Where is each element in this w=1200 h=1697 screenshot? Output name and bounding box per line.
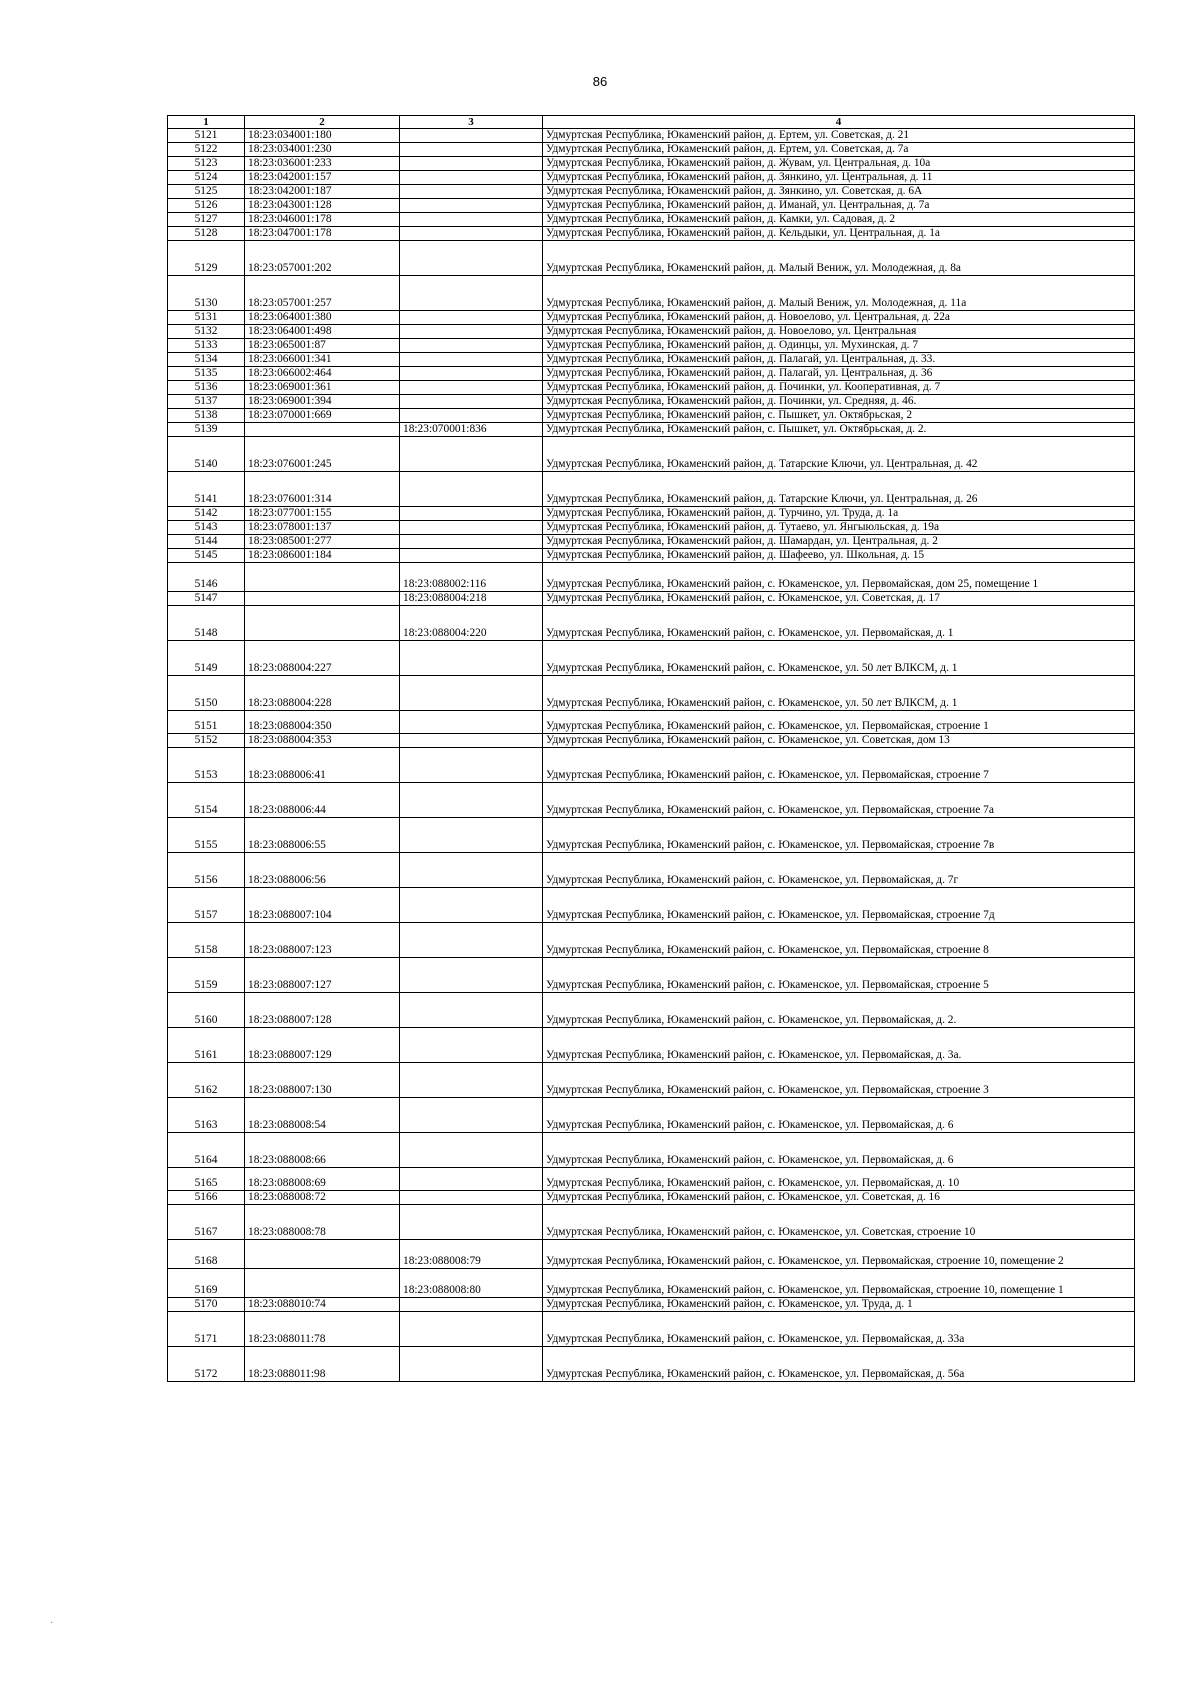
table-row xyxy=(168,711,1135,734)
row-number-cell: 5165 xyxy=(168,1168,245,1191)
cadastral-number-cell: 18:23:064001:498 xyxy=(245,325,400,339)
row-number-cell: 5143 xyxy=(168,521,245,535)
cadastral-number-cell: 18:23:088007:130 xyxy=(245,1063,400,1098)
premises-cadastral-number-cell xyxy=(400,853,543,888)
address-cell: Удмуртская Республика, Юкаменский район, д. Починки, ул. Кооперативная, д. 7 xyxy=(543,381,1135,395)
table-row xyxy=(168,748,1135,783)
address-cell: Удмуртская Республика, Юкаменский район, д. Одинцы, ул. Мухинская, д. 7 xyxy=(543,339,1135,353)
address-cell: Удмуртская Республика, Юкаменский район, с. Юкаменское, ул. Первомайская, д. 3а. xyxy=(543,1028,1135,1063)
table-row xyxy=(168,783,1135,818)
address-cell: Удмуртская Республика, Юкаменский район, с. Юкаменское, ул. Первомайская, строение 3 xyxy=(543,1063,1135,1098)
page-number: 86 xyxy=(592,74,608,89)
premises-cadastral-number-cell xyxy=(400,185,543,199)
table-row xyxy=(168,958,1135,993)
header-row xyxy=(168,116,1135,129)
address-cell: Удмуртская Республика, Юкаменский район, с. Юкаменское, ул. Первомайская, д. 6 xyxy=(543,1133,1135,1168)
premises-cadastral-number-cell xyxy=(400,549,543,563)
column-header-1: 1 xyxy=(168,116,245,129)
row-number-cell: 5152 xyxy=(168,734,245,748)
address-cell: Удмуртская Республика, Юкаменский район, д. Малый Вениж, ул. Молодежная, д. 11а xyxy=(543,276,1135,311)
table-row xyxy=(168,339,1135,353)
table-row xyxy=(168,853,1135,888)
premises-cadastral-number-cell xyxy=(400,1133,543,1168)
row-number-cell: 5172 xyxy=(168,1347,245,1382)
cadastral-number-cell xyxy=(245,606,400,641)
table-row xyxy=(168,1269,1135,1298)
cadastral-number-cell: 18:23:069001:394 xyxy=(245,395,400,409)
premises-cadastral-number-cell xyxy=(400,353,543,367)
premises-cadastral-number-cell xyxy=(400,1028,543,1063)
cadastral-number-cell xyxy=(245,423,400,437)
row-number-cell: 5141 xyxy=(168,472,245,507)
premises-cadastral-number-cell: 18:23:088004:218 xyxy=(400,592,543,606)
cadastral-number-cell: 18:23:085001:277 xyxy=(245,535,400,549)
row-number-cell: 5127 xyxy=(168,213,245,227)
cadastral-number-cell: 18:23:042001:187 xyxy=(245,185,400,199)
address-cell: Удмуртская Республика, Юкаменский район, д. Шамардан, ул. Центральная, д. 2 xyxy=(543,535,1135,549)
premises-cadastral-number-cell xyxy=(400,888,543,923)
cadastral-number-cell: 18:23:088004:228 xyxy=(245,676,400,711)
address-cell: Удмуртская Республика, Юкаменский район, с. Юкаменское, ул. Первомайская, строение 7а xyxy=(543,783,1135,818)
table-row xyxy=(168,1240,1135,1269)
table-row xyxy=(168,276,1135,311)
cadastral-number-cell: 18:23:076001:245 xyxy=(245,437,400,472)
address-cell: Удмуртская Республика, Юкаменский район, с. Юкаменское, ул. Советская, д. 17 xyxy=(543,592,1135,606)
premises-cadastral-number-cell xyxy=(400,1205,543,1240)
address-cell: Удмуртская Республика, Юкаменский район, с. Юкаменское, ул. Первомайская, дом 25, помещение 1 xyxy=(543,563,1135,592)
address-cell: Удмуртская Республика, Юкаменский район, д. Новоелово, ул. Центральная xyxy=(543,325,1135,339)
premises-cadastral-number-cell xyxy=(400,818,543,853)
address-cell: Удмуртская Республика, Юкаменский район, д. Ертем, ул. Советская, д. 7а xyxy=(543,143,1135,157)
address-cell: Удмуртская Республика, Юкаменский район, с. Юкаменское, ул. Первомайская, д. 7г xyxy=(543,853,1135,888)
table-row xyxy=(168,129,1135,143)
address-cell: Удмуртская Республика, Юкаменский район, с. Юкаменское, ул. Первомайская, строение 1 xyxy=(543,711,1135,734)
row-number-cell: 5155 xyxy=(168,818,245,853)
cadastral-number-cell: 18:23:034001:230 xyxy=(245,143,400,157)
premises-cadastral-number-cell: 18:23:088008:79 xyxy=(400,1240,543,1269)
row-number-cell: 5132 xyxy=(168,325,245,339)
cadastral-number-cell: 18:23:088006:44 xyxy=(245,783,400,818)
premises-cadastral-number-cell xyxy=(400,143,543,157)
row-number-cell: 5147 xyxy=(168,592,245,606)
premises-cadastral-number-cell xyxy=(400,748,543,783)
table-row xyxy=(168,227,1135,241)
premises-cadastral-number-cell xyxy=(400,367,543,381)
premises-cadastral-number-cell xyxy=(400,993,543,1028)
address-cell: Удмуртская Республика, Юкаменский район, д. Починки, ул. Средняя, д. 46. xyxy=(543,395,1135,409)
premises-cadastral-number-cell xyxy=(400,734,543,748)
cadastral-number-cell: 18:23:086001:184 xyxy=(245,549,400,563)
address-cell: Удмуртская Республика, Юкаменский район, д. Палагай, ул. Центральная, д. 33. xyxy=(543,353,1135,367)
table-row xyxy=(168,213,1135,227)
row-number-cell: 5131 xyxy=(168,311,245,325)
address-cell: Удмуртская Республика, Юкаменский район, д. Палагай, ул. Центральная, д. 36 xyxy=(543,367,1135,381)
address-cell: Удмуртская Республика, Юкаменский район, с. Юкаменское, ул. Первомайская, строение 7д xyxy=(543,888,1135,923)
cadastral-number-cell: 18:23:088011:98 xyxy=(245,1347,400,1382)
premises-cadastral-number-cell xyxy=(400,325,543,339)
cadastral-number-cell: 18:23:076001:314 xyxy=(245,472,400,507)
address-cell: Удмуртская Республика, Юкаменский район, д. Зянкино, ул. Советская, д. 6А xyxy=(543,185,1135,199)
row-number-cell: 5145 xyxy=(168,549,245,563)
premises-cadastral-number-cell: 18:23:070001:836 xyxy=(400,423,543,437)
address-cell: Удмуртская Республика, Юкаменский район, д. Новоелово, ул. Центральная, д. 22а xyxy=(543,311,1135,325)
row-number-cell: 5121 xyxy=(168,129,245,143)
scan-mark: · xyxy=(50,1618,54,1629)
premises-cadastral-number-cell xyxy=(400,1168,543,1191)
table-row xyxy=(168,143,1135,157)
cadastral-number-cell: 18:23:065001:87 xyxy=(245,339,400,353)
address-cell: Удмуртская Республика, Юкаменский район, с. Юкаменское, ул. Первомайская, д. 6 xyxy=(543,1098,1135,1133)
address-cell: Удмуртская Республика, Юкаменский район, с. Юкаменское, ул. Советская, д. 16 xyxy=(543,1191,1135,1205)
row-number-cell: 5164 xyxy=(168,1133,245,1168)
premises-cadastral-number-cell xyxy=(400,395,543,409)
table-row xyxy=(168,199,1135,213)
row-number-cell: 5142 xyxy=(168,507,245,521)
table-row xyxy=(168,381,1135,395)
address-cell: Удмуртская Республика, Юкаменский район, с. Юкаменское, ул. Первомайская, строение 10, помещение 1 xyxy=(543,1269,1135,1298)
premises-cadastral-number-cell xyxy=(400,1298,543,1312)
row-number-cell: 5137 xyxy=(168,395,245,409)
address-cell: Удмуртская Республика, Юкаменский район, д. Зянкино, ул. Центральная, д. 11 xyxy=(543,171,1135,185)
premises-cadastral-number-cell xyxy=(400,958,543,993)
cadastral-number-cell: 18:23:088011:78 xyxy=(245,1312,400,1347)
premises-cadastral-number-cell: 18:23:088002:116 xyxy=(400,563,543,592)
row-number-cell: 5154 xyxy=(168,783,245,818)
row-number-cell: 5122 xyxy=(168,143,245,157)
cadastral-number-cell xyxy=(245,592,400,606)
address-cell: Удмуртская Республика, Юкаменский район, д. Тутаево, ул. Янгыюльская, д. 19а xyxy=(543,521,1135,535)
address-cell: Удмуртская Республика, Юкаменский район, с. Юкаменское, ул. Первомайская, д. 2. xyxy=(543,993,1135,1028)
row-number-cell: 5126 xyxy=(168,199,245,213)
row-number-cell: 5159 xyxy=(168,958,245,993)
cadastral-number-cell: 18:23:046001:178 xyxy=(245,213,400,227)
premises-cadastral-number-cell xyxy=(400,171,543,185)
address-cell: Удмуртская Республика, Юкаменский район, д. Малый Вениж, ул. Молодежная, д. 8а xyxy=(543,241,1135,276)
address-cell: Удмуртская Республика, Юкаменский район, д. Татарские Ключи, ул. Центральная, д. 26 xyxy=(543,472,1135,507)
address-cell: Удмуртская Республика, Юкаменский район, д. Татарские Ключи, ул. Центральная, д. 42 xyxy=(543,437,1135,472)
table-row xyxy=(168,923,1135,958)
cadastral-number-cell: 18:23:047001:178 xyxy=(245,227,400,241)
table-row xyxy=(168,367,1135,381)
premises-cadastral-number-cell: 18:23:088008:80 xyxy=(400,1269,543,1298)
address-cell: Удмуртская Республика, Юкаменский район, д. Жувам, ул. Центральная, д. 10а xyxy=(543,157,1135,171)
address-cell: Удмуртская Республика, Юкаменский район, с. Юкаменское, ул. Труда, д. 1 xyxy=(543,1298,1135,1312)
premises-cadastral-number-cell xyxy=(400,227,543,241)
address-cell: Удмуртская Республика, Юкаменский район, д. Камки, ул. Садовая, д. 2 xyxy=(543,213,1135,227)
table-row xyxy=(168,507,1135,521)
cadastral-number-cell: 18:23:057001:202 xyxy=(245,241,400,276)
row-number-cell: 5139 xyxy=(168,423,245,437)
premises-cadastral-number-cell xyxy=(400,339,543,353)
row-number-cell: 5148 xyxy=(168,606,245,641)
row-number-cell: 5151 xyxy=(168,711,245,734)
row-number-cell: 5162 xyxy=(168,1063,245,1098)
row-number-cell: 5124 xyxy=(168,171,245,185)
cadastral-number-cell xyxy=(245,1240,400,1269)
row-number-cell: 5146 xyxy=(168,563,245,592)
address-cell: Удмуртская Республика, Юкаменский район, с. Пышкет, ул. Октябрьская, 2 xyxy=(543,409,1135,423)
cadastral-number-cell: 18:23:088008:54 xyxy=(245,1098,400,1133)
table-row xyxy=(168,1168,1135,1191)
cadastral-number-cell: 18:23:069001:361 xyxy=(245,381,400,395)
column-header-3: 3 xyxy=(400,116,543,129)
cadastral-number-cell: 18:23:088008:72 xyxy=(245,1191,400,1205)
table-row xyxy=(168,185,1135,199)
address-cell: Удмуртская Республика, Юкаменский район, с. Юкаменское, ул. Первомайская, строение 10, помещение 2 xyxy=(543,1240,1135,1269)
premises-cadastral-number-cell xyxy=(400,1098,543,1133)
row-number-cell: 5171 xyxy=(168,1312,245,1347)
cadastral-number-cell: 18:23:088006:56 xyxy=(245,853,400,888)
cadastral-number-cell: 18:23:077001:155 xyxy=(245,507,400,521)
table-row xyxy=(168,472,1135,507)
table-row xyxy=(168,549,1135,563)
cadastral-number-cell: 18:23:057001:257 xyxy=(245,276,400,311)
address-cell: Удмуртская Республика, Юкаменский район, с. Юкаменское, ул. Советская, строение 10 xyxy=(543,1205,1135,1240)
premises-cadastral-number-cell xyxy=(400,199,543,213)
row-number-cell: 5157 xyxy=(168,888,245,923)
table-row xyxy=(168,993,1135,1028)
table-row xyxy=(168,171,1135,185)
table-row xyxy=(168,437,1135,472)
row-number-cell: 5135 xyxy=(168,367,245,381)
premises-cadastral-number-cell: 18:23:088004:220 xyxy=(400,606,543,641)
address-cell: Удмуртская Республика, Юкаменский район, д. Кельдыки, ул. Центральная, д. 1а xyxy=(543,227,1135,241)
table-row xyxy=(168,592,1135,606)
premises-cadastral-number-cell xyxy=(400,409,543,423)
premises-cadastral-number-cell xyxy=(400,437,543,472)
address-cell: Удмуртская Республика, Юкаменский район, с. Юкаменское, ул. Первомайская, д. 1 xyxy=(543,606,1135,641)
row-number-cell: 5133 xyxy=(168,339,245,353)
cadastral-number-cell: 18:23:088008:66 xyxy=(245,1133,400,1168)
cadastral-number-cell: 18:23:070001:669 xyxy=(245,409,400,423)
row-number-cell: 5144 xyxy=(168,535,245,549)
cadastral-number-cell: 18:23:036001:233 xyxy=(245,157,400,171)
row-number-cell: 5129 xyxy=(168,241,245,276)
property-register-table xyxy=(167,115,1135,1382)
premises-cadastral-number-cell xyxy=(400,1063,543,1098)
cadastral-number-cell: 18:23:078001:137 xyxy=(245,521,400,535)
row-number-cell: 5168 xyxy=(168,1240,245,1269)
address-cell: Удмуртская Республика, Юкаменский район, с. Юкаменское, ул. Первомайская, д. 56а xyxy=(543,1347,1135,1382)
premises-cadastral-number-cell xyxy=(400,641,543,676)
table-row xyxy=(168,157,1135,171)
table-row xyxy=(168,1098,1135,1133)
table-row xyxy=(168,1298,1135,1312)
table-row xyxy=(168,1063,1135,1098)
row-number-cell: 5128 xyxy=(168,227,245,241)
address-cell: Удмуртская Республика, Юкаменский район, с. Юкаменское, ул. Первомайская, строение 8 xyxy=(543,923,1135,958)
row-number-cell: 5150 xyxy=(168,676,245,711)
table-row xyxy=(168,311,1135,325)
row-number-cell: 5163 xyxy=(168,1098,245,1133)
row-number-cell: 5136 xyxy=(168,381,245,395)
address-cell: Удмуртская Республика, Юкаменский район, с. Юкаменское, ул. Первомайская, строение 5 xyxy=(543,958,1135,993)
address-cell: Удмуртская Республика, Юкаменский район, с. Юкаменское, ул. 50 лет ВЛКСМ, д. 1 xyxy=(543,676,1135,711)
cadastral-number-cell: 18:23:088004:227 xyxy=(245,641,400,676)
row-number-cell: 5161 xyxy=(168,1028,245,1063)
cadastral-number-cell: 18:23:088007:104 xyxy=(245,888,400,923)
table-row xyxy=(168,1205,1135,1240)
table-row xyxy=(168,888,1135,923)
row-number-cell: 5156 xyxy=(168,853,245,888)
cadastral-number-cell: 18:23:088007:129 xyxy=(245,1028,400,1063)
table-row xyxy=(168,353,1135,367)
premises-cadastral-number-cell xyxy=(400,311,543,325)
table-row xyxy=(168,241,1135,276)
table-row xyxy=(168,1347,1135,1382)
column-header-2: 2 xyxy=(245,116,400,129)
table-row xyxy=(168,409,1135,423)
address-cell: Удмуртская Республика, Юкаменский район, с. Юкаменское, ул. Первомайская, строение 7 xyxy=(543,748,1135,783)
table-row xyxy=(168,1133,1135,1168)
premises-cadastral-number-cell xyxy=(400,521,543,535)
address-cell: Удмуртская Республика, Юкаменский район, с. Юкаменское, ул. Первомайская, д. 10 xyxy=(543,1168,1135,1191)
premises-cadastral-number-cell xyxy=(400,213,543,227)
row-number-cell: 5149 xyxy=(168,641,245,676)
cadastral-number-cell: 18:23:088007:128 xyxy=(245,993,400,1028)
cadastral-number-cell: 18:23:066001:341 xyxy=(245,353,400,367)
premises-cadastral-number-cell xyxy=(400,676,543,711)
cadastral-number-cell: 18:23:088006:55 xyxy=(245,818,400,853)
premises-cadastral-number-cell xyxy=(400,1191,543,1205)
cadastral-number-cell: 18:23:088006:41 xyxy=(245,748,400,783)
table-row xyxy=(168,641,1135,676)
row-number-cell: 5130 xyxy=(168,276,245,311)
row-number-cell: 5158 xyxy=(168,923,245,958)
cadastral-number-cell: 18:23:088008:69 xyxy=(245,1168,400,1191)
table-row xyxy=(168,563,1135,592)
premises-cadastral-number-cell xyxy=(400,535,543,549)
cadastral-number-cell xyxy=(245,563,400,592)
row-number-cell: 5125 xyxy=(168,185,245,199)
row-number-cell: 5167 xyxy=(168,1205,245,1240)
address-cell: Удмуртская Республика, Юкаменский район, с. Юкаменское, ул. Первомайская, строение 7в xyxy=(543,818,1135,853)
cadastral-number-cell: 18:23:088008:78 xyxy=(245,1205,400,1240)
cadastral-number-cell: 18:23:088004:350 xyxy=(245,711,400,734)
address-cell: Удмуртская Республика, Юкаменский район, с. Юкаменское, ул. 50 лет ВЛКСМ, д. 1 xyxy=(543,641,1135,676)
address-cell: Удмуртская Республика, Юкаменский район, д. Ертем, ул. Советская, д. 21 xyxy=(543,129,1135,143)
table-row xyxy=(168,325,1135,339)
table-row xyxy=(168,818,1135,853)
premises-cadastral-number-cell xyxy=(400,381,543,395)
premises-cadastral-number-cell xyxy=(400,1347,543,1382)
cadastral-number-cell: 18:23:064001:380 xyxy=(245,311,400,325)
table-row xyxy=(168,1312,1135,1347)
row-number-cell: 5134 xyxy=(168,353,245,367)
table-row xyxy=(168,1028,1135,1063)
table-row xyxy=(168,606,1135,641)
table-row xyxy=(168,734,1135,748)
premises-cadastral-number-cell xyxy=(400,1312,543,1347)
cadastral-number-cell: 18:23:088007:127 xyxy=(245,958,400,993)
table-row xyxy=(168,395,1135,409)
row-number-cell: 5153 xyxy=(168,748,245,783)
premises-cadastral-number-cell xyxy=(400,923,543,958)
row-number-cell: 5166 xyxy=(168,1191,245,1205)
row-number-cell: 5160 xyxy=(168,993,245,1028)
cadastral-number-cell xyxy=(245,1269,400,1298)
premises-cadastral-number-cell xyxy=(400,157,543,171)
table-row xyxy=(168,521,1135,535)
premises-cadastral-number-cell xyxy=(400,472,543,507)
row-number-cell: 5123 xyxy=(168,157,245,171)
table-row xyxy=(168,423,1135,437)
row-number-cell: 5170 xyxy=(168,1298,245,1312)
cadastral-number-cell: 18:23:088004:353 xyxy=(245,734,400,748)
cadastral-number-cell: 18:23:043001:128 xyxy=(245,199,400,213)
premises-cadastral-number-cell xyxy=(400,783,543,818)
address-cell: Удмуртская Республика, Юкаменский район, д. Шафеево, ул. Школьная, д. 15 xyxy=(543,549,1135,563)
address-cell: Удмуртская Республика, Юкаменский район, с. Юкаменское, ул. Советская, дом 13 xyxy=(543,734,1135,748)
column-header-4: 4 xyxy=(543,116,1135,129)
row-number-cell: 5138 xyxy=(168,409,245,423)
row-number-cell: 5169 xyxy=(168,1269,245,1298)
premises-cadastral-number-cell xyxy=(400,711,543,734)
address-cell: Удмуртская Республика, Юкаменский район, д. Турчино, ул. Труда, д. 1а xyxy=(543,507,1135,521)
cadastral-number-cell: 18:23:088010:74 xyxy=(245,1298,400,1312)
row-number-cell: 5140 xyxy=(168,437,245,472)
premises-cadastral-number-cell xyxy=(400,241,543,276)
premises-cadastral-number-cell xyxy=(400,276,543,311)
cadastral-number-cell: 18:23:088007:123 xyxy=(245,923,400,958)
cadastral-number-cell: 18:23:034001:180 xyxy=(245,129,400,143)
cadastral-number-cell: 18:23:066002:464 xyxy=(245,367,400,381)
table-row xyxy=(168,1191,1135,1205)
premises-cadastral-number-cell xyxy=(400,507,543,521)
address-cell: Удмуртская Республика, Юкаменский район, д. Иманай, ул. Центральная, д. 7а xyxy=(543,199,1135,213)
cadastral-number-cell: 18:23:042001:157 xyxy=(245,171,400,185)
address-cell: Удмуртская Республика, Юкаменский район, с. Пышкет, ул. Октябрьская, д. 2. xyxy=(543,423,1135,437)
address-cell: Удмуртская Республика, Юкаменский район, с. Юкаменское, ул. Первомайская, д. 33а xyxy=(543,1312,1135,1347)
premises-cadastral-number-cell xyxy=(400,129,543,143)
table-row xyxy=(168,535,1135,549)
table-row xyxy=(168,676,1135,711)
